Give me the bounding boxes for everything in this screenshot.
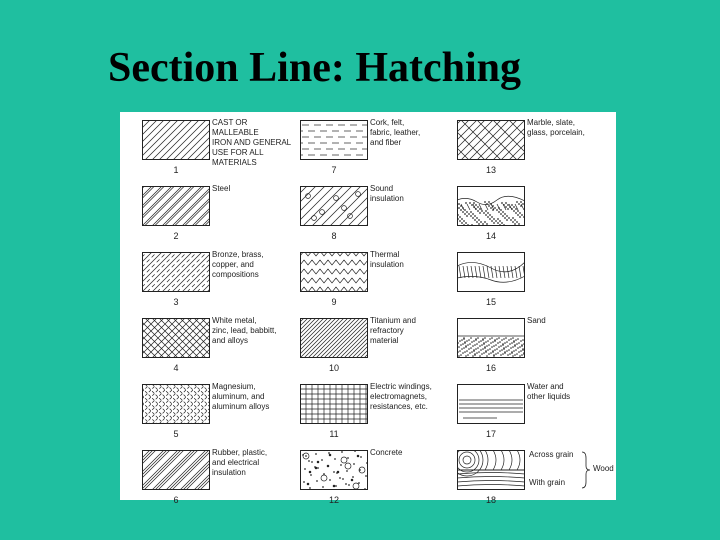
sample-number: 7: [331, 165, 337, 175]
sample-label: Water and other liquids: [527, 382, 571, 401]
hatch-swatch-3: [142, 252, 210, 292]
sample-label: Steel: [212, 184, 231, 193]
sample-label: Sound insulation: [370, 184, 404, 203]
sample-label: Rubber, plastic, and electrical insulation: [212, 448, 268, 477]
sample-label: Marble, slate, glass, porcelain,: [527, 118, 585, 137]
hatch-swatch-6: [142, 450, 210, 490]
sample-label: Concrete: [370, 448, 403, 457]
hatch-swatch-1: [142, 120, 210, 160]
sample-label: Titanium and refractory material: [370, 316, 416, 345]
sample-label: Cork, felt, fabric, leather, and fiber: [370, 118, 421, 147]
with-grain-label: With grain: [529, 478, 566, 487]
sample-label: Bronze, brass, copper, and compositions: [212, 250, 264, 279]
sample-number: 5: [173, 429, 179, 439]
slide-title: Section Line: Hatching: [108, 45, 522, 91]
hatch-swatch-4: [142, 318, 210, 358]
hatch-swatch-9: [300, 252, 368, 292]
hatch-swatch-8: [300, 186, 368, 226]
hatch-swatch-12: [300, 450, 368, 490]
sample-number: 13: [485, 165, 496, 175]
sample-number: 12: [328, 495, 339, 505]
sample-number: 14: [485, 231, 496, 241]
hatch-swatch-10: [300, 318, 368, 358]
sample-label: White metal, zinc, lead, babbitt, and alloys: [212, 316, 277, 345]
sample-number: 3: [173, 297, 179, 307]
hatch-swatch-13: [457, 120, 525, 160]
hatch-swatch-16: [457, 318, 525, 358]
hatch-swatch-5: [142, 384, 210, 424]
sample-number: 2: [173, 231, 179, 241]
across-grain-label: Across grain: [529, 450, 574, 459]
sample-number: 18: [485, 495, 496, 505]
sample-number: 1: [173, 165, 179, 175]
sample-number: 17: [485, 429, 496, 439]
sample-number: 6: [173, 495, 179, 505]
hatch-swatch-11: [300, 384, 368, 424]
sample-label: Electric windings, electromagnets, resistances, etc.: [370, 382, 432, 411]
hatch-swatch-15: [457, 252, 525, 292]
hatch-swatch-7: [300, 120, 368, 160]
hatch-swatch-2: [142, 186, 210, 226]
hatch-swatch-18: [457, 450, 525, 490]
sample-label: Sand: [527, 316, 546, 325]
sample-number: 4: [173, 363, 179, 373]
sample-number: 16: [485, 363, 496, 373]
sample-number: 15: [485, 297, 496, 307]
wood-group-label: Wood: [593, 464, 614, 473]
hatch-swatch-14: [457, 186, 525, 226]
sample-label: Thermal insulation: [370, 250, 404, 269]
sample-number: 8: [331, 231, 337, 241]
sample-label: CAST OR MALLEABLE IRON AND GENERAL USE FOR ALL MATERIALS: [212, 118, 292, 167]
hatching-chart: [120, 112, 616, 505]
sample-number: 9: [331, 297, 337, 307]
sample-number: 11: [329, 429, 339, 439]
sample-label: Magnesium, aluminum, and aluminum alloys: [212, 382, 270, 411]
hatch-swatch-17: [457, 384, 525, 424]
wood-bracket: [580, 450, 592, 490]
sample-number: 10: [328, 363, 339, 373]
